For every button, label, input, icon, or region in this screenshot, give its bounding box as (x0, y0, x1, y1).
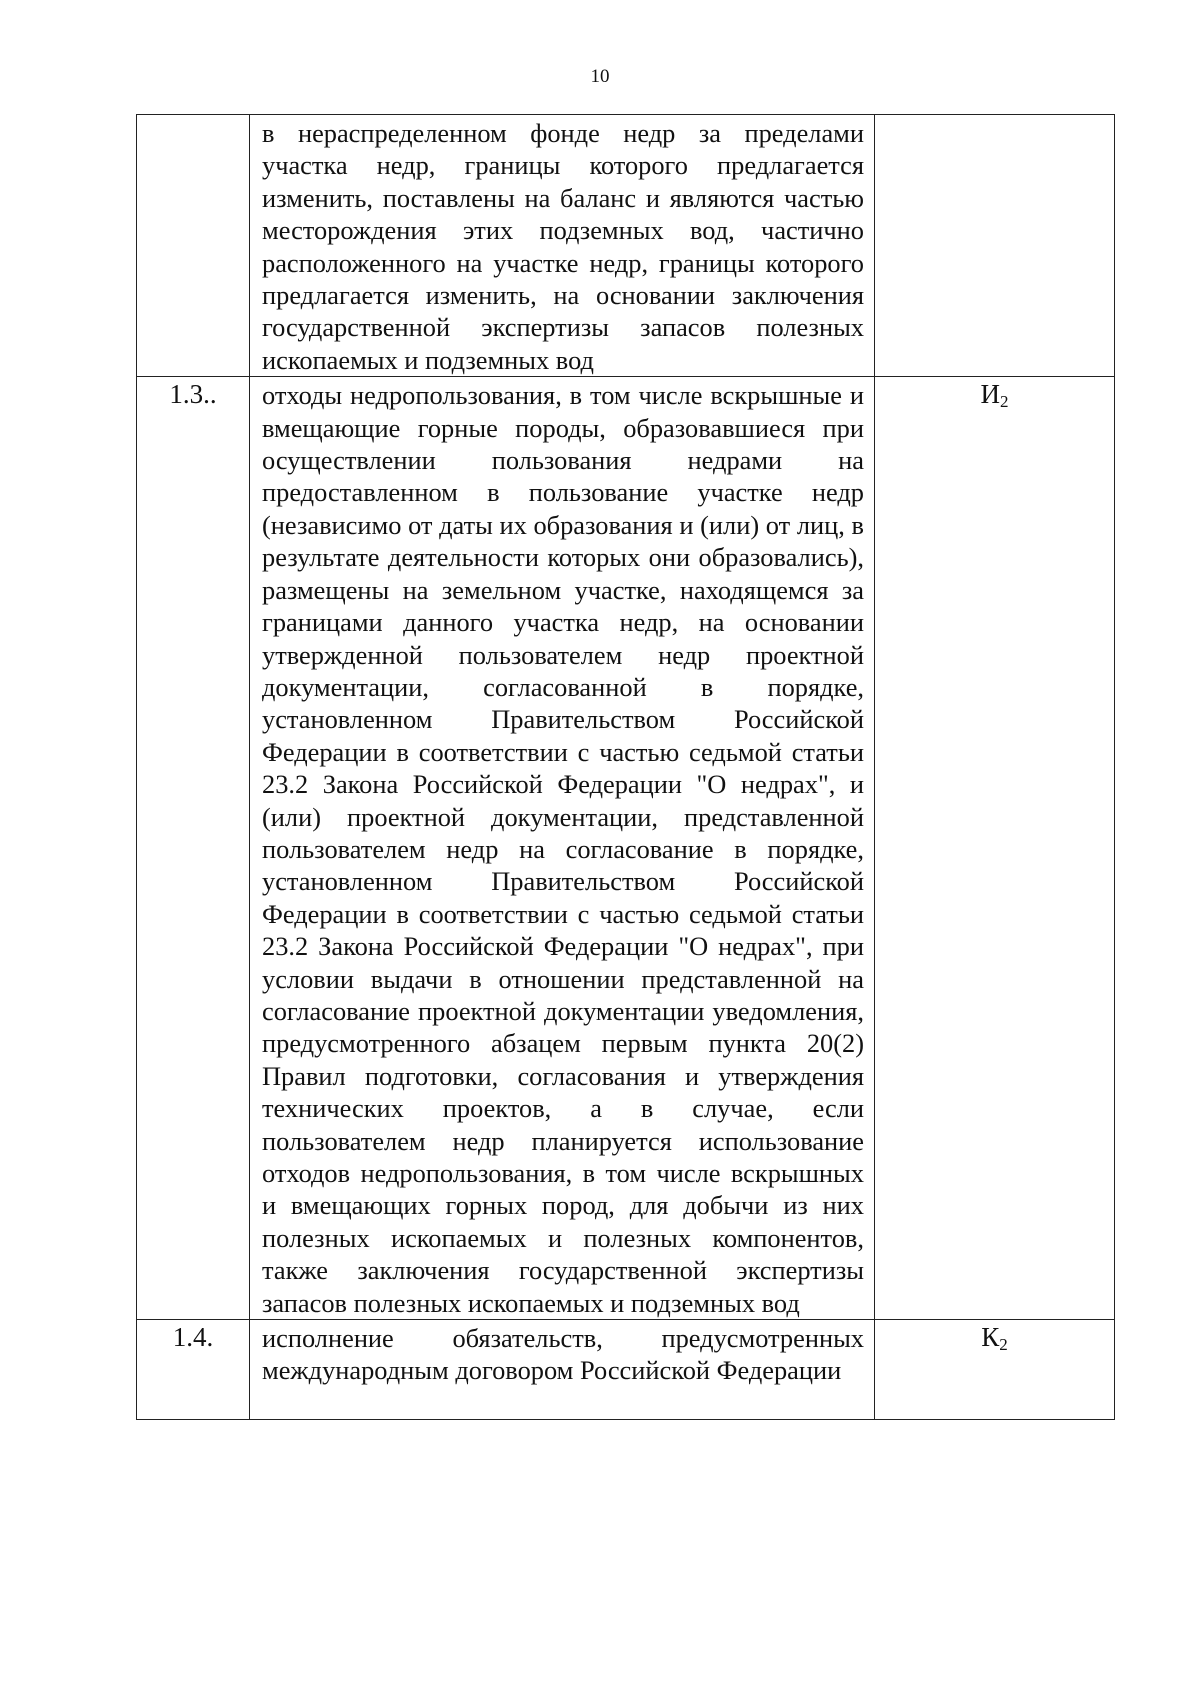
row-number (137, 115, 250, 377)
row-code (875, 115, 1115, 377)
table-row (137, 115, 1115, 377)
row-text: отходы недропользования, в том числе вскрышные и вмещающие горные породы, образовавшиеся при осуществлении пользования недрами на предоставленном в пользование участке недр (независимо от даты их образования и (или) от лиц, в результате деятельности которых они образовались), размещены на земельном участке, находящемся за границами данного участка недр, на основании утвержденной пользователем недр проектной документации, согласованной в порядке, установленном Правительством Российской Федерации в соответствии с частью седьмой статьи 23.2 Закона Российской Федерации "О недрах", и (или) проектной документации, представленной пользователем недр на согласование в порядке, установленном Правительством Российской Федерации в соответствии с частью седьмой статьи 23.2 Закона Российской Федерации "О недрах", при условии выдачи в отношении представленной на согласование проектной документации уведомления, предусмотренного абзацем первым пункта 20(2) Правил подготовки, согласования и утверждения технических проектов, а в случае, если пользователем недр планируется использование отходов недропользования, в том числе вскрышных и вмещающих горных пород, для добычи из них полезных ископаемых и полезных компонентов, также заключения государственной экспертизы запасов полезных ископаемых и подземных вод (262, 380, 864, 1318)
row-text-cell (250, 377, 875, 1320)
row-number: 1.4. (137, 1320, 250, 1420)
row-code (875, 377, 1115, 1320)
row-code-letter: И (980, 379, 1000, 410)
criteria-table (136, 114, 1115, 1420)
row-code-subscript: 2 (1000, 392, 1009, 412)
row-code-subscript: 2 (999, 1335, 1008, 1355)
page-number: 10 (590, 66, 610, 87)
row-text-cell (250, 1320, 875, 1420)
table-row (137, 1320, 1115, 1420)
row-text: исполнение обязательств, предусмотренных международным договором Российской Федерации (262, 1323, 864, 1386)
row-code (875, 1320, 1115, 1420)
row-code-letter: К (981, 1322, 1000, 1353)
row-text-cell (250, 115, 875, 377)
row-text: в нераспределенном фонде недр за пределами участка недр, границы которого предлагается изменить, поставлены на баланс и являются частью месторождения этих подземных вод, частично расположенного на участке недр, границы которого предлагается изменить, на основании заключения государственной экспертизы запасов полезных ископаемых и подземных вод (262, 118, 864, 375)
row-number: 1.3.. (137, 377, 250, 1320)
table-row (137, 377, 1115, 1320)
